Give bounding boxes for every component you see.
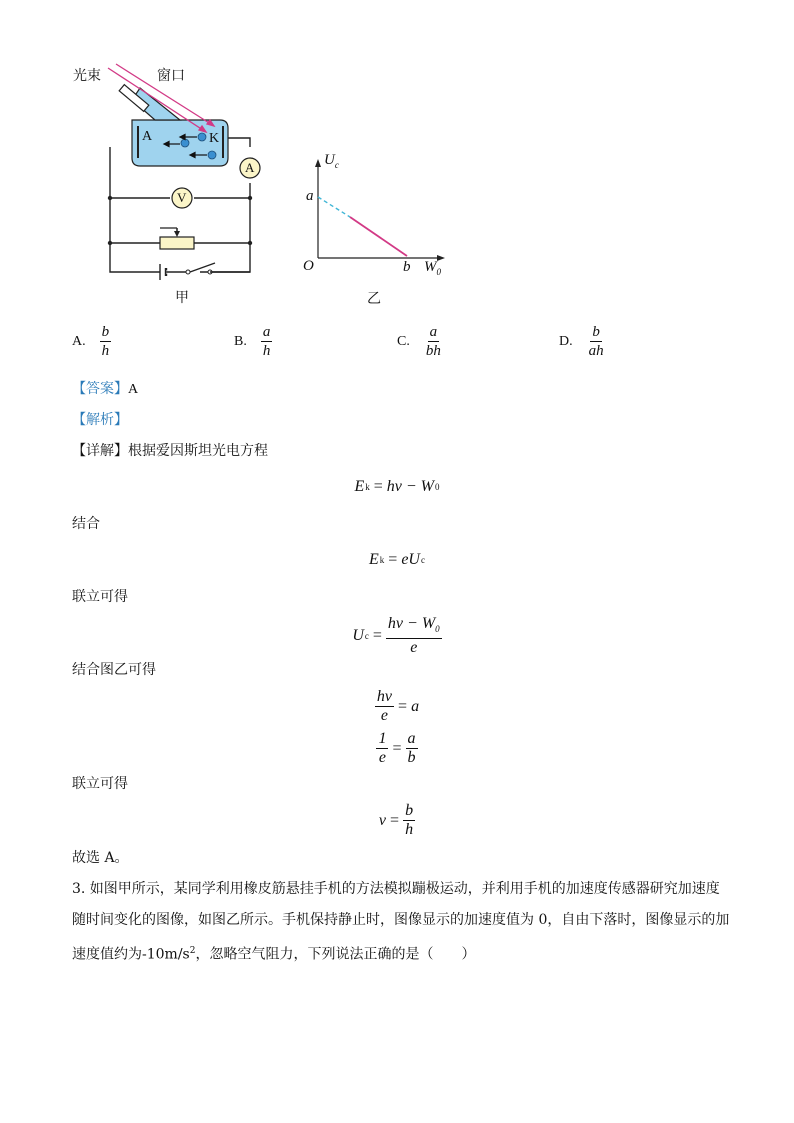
option-b[interactable]: B. $\frac{a}{h}$ (234, 324, 271, 359)
anode-label: A (142, 129, 153, 144)
x-intercept-label: b (403, 259, 411, 275)
analysis-tag: 【解析】 (72, 412, 128, 428)
equation-2: E k = eU c (369, 551, 425, 568)
question-3-line-2: 随时间变化的图像，如图乙所示。手机保持静止时，图像显示的加速度值为 0，自由下落时，图像显示的加 (72, 912, 730, 928)
x-axis-label: $W_0$ (424, 259, 441, 277)
voltmeter-label: V (177, 190, 187, 205)
equation-3: U c = $\frac{h\nu - W_0}{e}$ (352, 615, 440, 657)
equation-4: $\frac{h\nu}{e}$ = a (376, 688, 420, 724)
question-3-line-3: 速度值约为$-10m/s^2$，忽略空气阻力，下列说法正确的是（ ） (72, 946, 476, 963)
combine-figure-text: 结合图乙可得 (72, 662, 156, 678)
option-a[interactable]: A. $\frac{b}{h}$ (72, 324, 110, 359)
conclusion-text: 故选 A。 (72, 850, 129, 866)
y-intercept-label: a (306, 188, 314, 204)
figure-yi-caption: 乙 (367, 291, 381, 307)
jointly-text-1: 联立可得 (72, 589, 128, 605)
equation-5: $\frac{1}{e}$ = $\frac{a}{b}$ (378, 730, 416, 766)
combine-text: 结合 (72, 516, 100, 532)
option-d[interactable]: D. $\frac{b}{ah}$ (559, 324, 604, 359)
equation-1: E k = hν − W 0 (354, 478, 440, 495)
question-3-line-1: 3. 如图甲所示，某同学利用橡皮筋悬挂手机的方法模拟蹦极运动，并利用手机的加速度传感器研究加速度 (72, 881, 720, 897)
equation-6: ν = $\frac{b}{h}$ (378, 802, 414, 838)
figure-jia-circuit (60, 60, 280, 310)
window-label: 窗口 (157, 68, 185, 84)
jointly-text-2: 联立可得 (72, 776, 128, 792)
y-axis-label: $U_c$ (324, 152, 339, 170)
detail-line: 【详解】根据爱因斯坦光电方程 (72, 443, 268, 459)
cathode-label: K (209, 131, 220, 146)
origin-label: O (303, 258, 314, 274)
beam-label: 光束 (73, 68, 101, 84)
figure-jia-caption: 甲 (175, 290, 189, 306)
answer-line: 【答案】A (72, 381, 139, 397)
ammeter-label: A (245, 160, 255, 175)
option-c[interactable]: C. $\frac{a}{bh}$ (397, 324, 441, 359)
